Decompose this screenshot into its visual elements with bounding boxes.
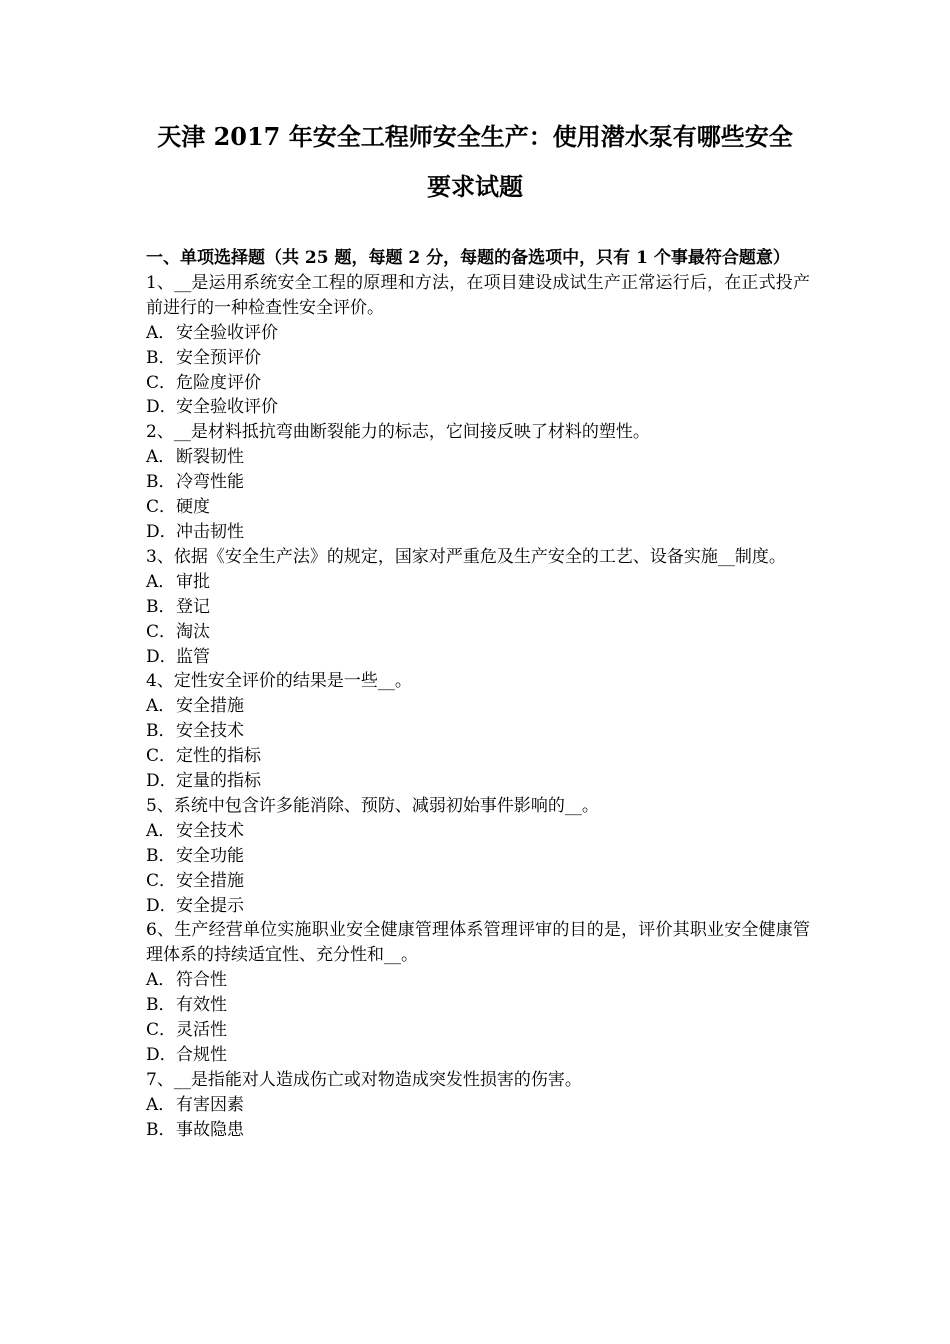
option-text: 断裂韧性 — [176, 447, 244, 468]
question-stem: 6、生产经营单位实施职业安全健康管理体系管理评审的目的是，评价其职业安全健康管理体系的持续适宜性、充分性和__。 — [146, 920, 810, 966]
question-stem: 7、__是指能对人造成伤亡或对物造成突发性损害的伤害。 — [146, 1069, 582, 1090]
option-text: 监管 — [176, 646, 210, 667]
option-d — [146, 520, 810, 545]
option-letter: B． — [146, 347, 176, 368]
option-letter: C． — [146, 1020, 177, 1041]
option-text: 安全措施 — [176, 870, 244, 891]
option-text: 危险度评价 — [176, 372, 261, 393]
option-c — [146, 869, 810, 894]
question-3 — [146, 545, 810, 670]
option-text: 有效性 — [176, 995, 227, 1016]
option-letter: D． — [146, 895, 177, 916]
option-letter: B． — [146, 995, 176, 1016]
option-letter: C． — [146, 497, 177, 518]
question-5 — [146, 794, 810, 919]
question-stem: 2、__是材料抵抗弯曲断裂能力的标志，它间接反映了材料的塑性。 — [146, 422, 650, 443]
option-text: 事故隐患 — [176, 1119, 244, 1140]
option-text: 冲击韧性 — [176, 521, 244, 542]
document-body — [146, 246, 810, 1143]
option-letter: B． — [146, 1119, 176, 1140]
option-text: 有害因素 — [176, 1094, 244, 1115]
option-letter: B． — [146, 472, 176, 493]
option-text: 安全提示 — [176, 895, 244, 916]
option-a — [146, 321, 810, 346]
option-text: 定性的指标 — [176, 746, 261, 767]
option-c — [146, 371, 810, 396]
option-letter: C． — [146, 870, 177, 891]
option-a — [146, 968, 810, 993]
option-letter: A． — [146, 696, 176, 717]
question-stem: 4、定性安全评价的结果是一些__。 — [146, 671, 412, 692]
question-2 — [146, 420, 810, 545]
document-title: 天津 2017 年安全工程师安全生产：使用潜水泵有哪些安全 — [157, 122, 793, 151]
option-text: 安全技术 — [176, 820, 244, 841]
option-text: 安全功能 — [176, 845, 244, 866]
question-7 — [146, 1068, 810, 1143]
option-text: 安全技术 — [176, 721, 244, 742]
option-letter: D． — [146, 646, 177, 667]
option-d — [146, 1043, 810, 1068]
option-a — [146, 570, 810, 595]
option-c — [146, 744, 810, 769]
option-b — [146, 844, 810, 869]
option-letter: C． — [146, 372, 177, 393]
option-b — [146, 993, 810, 1018]
option-a — [146, 819, 810, 844]
option-letter: B． — [146, 721, 176, 742]
question-stem: 3、依据《安全生产法》的规定，国家对严重危及生产安全的工艺、设备实施__制度。 — [146, 546, 786, 567]
option-text: 安全预评价 — [176, 347, 261, 368]
option-letter: D． — [146, 521, 177, 542]
question-1 — [146, 271, 810, 420]
option-letter: D． — [146, 771, 177, 792]
option-text: 登记 — [176, 596, 210, 617]
option-letter: A． — [146, 970, 176, 991]
option-b — [146, 346, 810, 371]
option-b — [146, 1118, 810, 1143]
option-a — [146, 1093, 810, 1118]
option-a — [146, 445, 810, 470]
option-b — [146, 470, 810, 495]
option-a — [146, 694, 810, 719]
option-text: 淘汰 — [176, 621, 210, 642]
option-text: 审批 — [176, 571, 210, 592]
option-letter: A． — [146, 571, 176, 592]
section-heading: 一、单项选择题（共 25 题，每题 2 分，每题的备选项中，只有 1 个事最符合题意） — [146, 248, 790, 268]
option-d — [146, 645, 810, 670]
option-c — [146, 620, 810, 645]
option-text: 硬度 — [176, 497, 210, 518]
option-letter: D． — [146, 397, 177, 418]
option-c — [146, 495, 810, 520]
option-d — [146, 395, 810, 420]
option-letter: C． — [146, 746, 177, 767]
option-letter: A． — [146, 447, 176, 468]
option-text: 灵活性 — [176, 1020, 227, 1041]
option-letter: A． — [146, 1094, 176, 1115]
option-text: 定量的指标 — [176, 771, 261, 792]
option-d — [146, 769, 810, 794]
option-b — [146, 719, 810, 744]
option-text: 合规性 — [176, 1045, 227, 1065]
option-d — [146, 894, 810, 919]
option-letter: B． — [146, 596, 176, 617]
option-letter: C． — [146, 621, 177, 642]
option-text: 冷弯性能 — [176, 472, 244, 493]
document-title-continued: 要求试题 — [427, 172, 523, 201]
question-stem: 5、系统中包含许多能消除、预防、减弱初始事件影响的__。 — [146, 795, 599, 816]
option-letter: D． — [146, 1045, 177, 1065]
option-b — [146, 595, 810, 620]
option-text: 符合性 — [176, 970, 227, 991]
option-text: 安全措施 — [176, 696, 244, 717]
option-text: 安全验收评价 — [176, 397, 278, 418]
question-stem: 1、__是运用系统安全工程的原理和方法，在项目建设成试生产正常运行后，在正式投产前进行的一种检查性安全评价。 — [146, 272, 810, 318]
option-text: 安全验收评价 — [176, 322, 278, 343]
option-letter: A． — [146, 820, 176, 841]
option-letter: A． — [146, 322, 176, 343]
question-4 — [146, 669, 810, 794]
option-c — [146, 1018, 810, 1043]
option-letter: B． — [146, 845, 176, 866]
question-6 — [146, 918, 810, 1067]
